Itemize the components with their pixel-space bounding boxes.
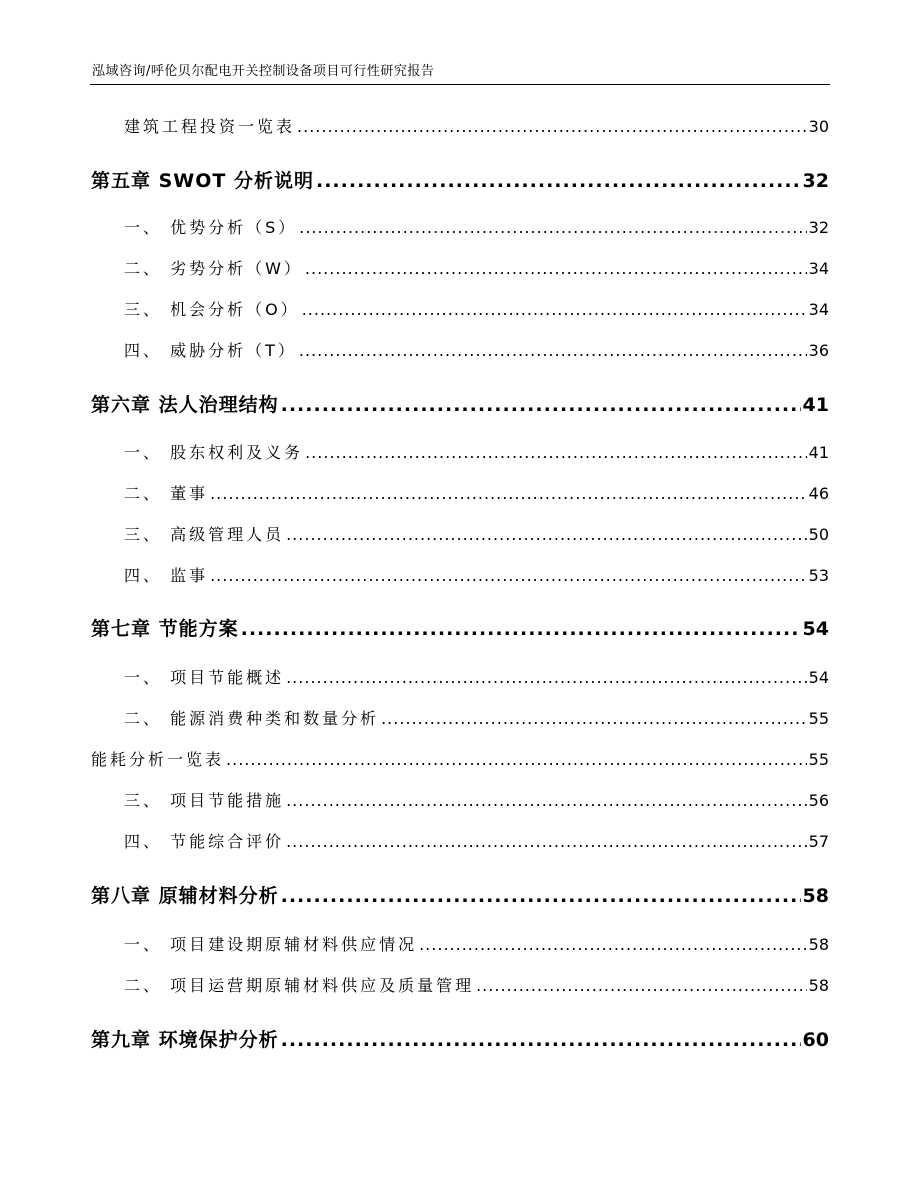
toc-page-number: 34 [808,259,829,278]
toc-section-entry[interactable] [91,522,829,545]
toc-entry-label: 第七章 节能方案 [91,618,239,640]
toc-entry-label: 四、 监事 [124,566,209,585]
toc-leader-dots [305,259,807,278]
toc-entry-label: 一、 项目节能概述 [124,668,285,687]
toc-leader-dots [381,709,807,728]
toc-chapter-entry[interactable] [91,390,829,417]
toc-page-number: 56 [808,791,829,810]
toc-page-number: 32 [808,218,829,237]
toc-page-number: 41 [808,443,829,462]
toc-page-number: 30 [808,117,829,136]
toc-entry-label: 一、 股东权利及义务 [124,443,304,462]
toc-section-entry[interactable] [91,747,829,770]
toc-leader-dots [281,1029,801,1051]
toc-page-number: 55 [808,750,829,769]
toc-section-entry[interactable] [91,215,829,238]
page-header-title: 泓域咨询/呼伦贝尔配电开关控制设备项目可行性研究报告 [92,64,435,79]
toc-leader-dots [281,885,801,907]
toc-section-entry[interactable] [91,665,829,688]
toc-page-number: 58 [802,885,829,907]
toc-leader-dots [299,341,807,360]
toc-chapter-entry[interactable] [91,1025,829,1052]
toc-leader-dots [286,791,807,810]
toc-entry-label: 一、 项目建设期原辅材料供应情况 [124,935,418,954]
toc-section-entry[interactable] [91,297,829,320]
toc-chapter-entry[interactable] [91,614,829,641]
toc-entry-label: 二、 能源消费种类和数量分析 [124,709,380,728]
toc-section-entry[interactable] [91,481,829,504]
toc-leader-dots [299,218,806,237]
toc-section-entry[interactable] [91,338,829,361]
toc-leader-dots [286,668,807,687]
toc-page-number: 54 [802,618,829,640]
toc-entry-label: 四、 节能综合评价 [124,832,285,851]
toc-section-entry[interactable] [91,829,829,852]
toc-leader-dots [210,566,807,585]
toc-leader-dots [476,976,807,995]
toc-entry-label: 第九章 环境保护分析 [91,1029,279,1051]
toc-page-number: 32 [802,170,829,192]
toc-entry-label: 一、 优势分析（S） [124,218,298,237]
toc-page-number: 53 [808,566,829,585]
toc-entry-label: 第八章 原辅材料分析 [91,885,279,907]
toc-page-number: 50 [808,525,829,544]
toc-leader-dots [286,832,807,851]
toc-page-number: 58 [808,976,829,995]
toc-section-entry[interactable] [91,256,829,279]
toc-entry-label: 能耗分析一览表 [91,750,225,769]
toc-section-entry[interactable] [91,973,829,996]
toc-entry-label: 二、 项目运营期原辅材料供应及质量管理 [124,976,475,995]
toc-leader-dots [226,750,807,769]
toc-page-number: 36 [808,341,829,360]
toc-entry-label: 二、 董事 [124,484,209,503]
toc-section-entry[interactable] [91,932,829,955]
toc-entry-label: 第六章 法人治理结构 [91,394,279,416]
toc-entry-label: 三、 项目节能措施 [124,791,285,810]
toc-page-number: 57 [808,832,829,851]
toc-entry-label: 四、 威胁分析（T） [124,341,297,360]
toc-page-number: 55 [808,709,829,728]
toc-page-number: 60 [802,1029,829,1051]
toc-leader-dots [241,618,801,640]
toc-page-number: 58 [808,935,829,954]
toc-chapter-entry[interactable] [91,881,829,908]
header-divider [90,84,830,85]
toc-leader-dots [302,300,807,319]
toc-leader-dots [210,484,807,503]
toc-leader-dots [297,117,807,136]
toc-chapter-entry[interactable] [91,166,829,193]
toc-section-entry[interactable] [91,706,829,729]
toc-section-entry[interactable] [91,440,829,463]
toc-page-number: 46 [808,484,829,503]
toc-leader-dots [316,170,801,192]
toc-page-number: 34 [808,300,829,319]
toc-section-entry[interactable] [91,114,829,137]
toc-page-number: 54 [808,668,829,687]
toc-entry-label: 建筑工程投资一览表 [124,117,296,136]
toc-entry-label: 二、 劣势分析（W） [124,259,303,278]
toc-section-entry[interactable] [91,563,829,586]
toc-page-number: 41 [802,394,829,416]
toc-leader-dots [305,443,807,462]
toc-leader-dots [286,525,807,544]
toc-entry-label: 第五章 SWOT 分析说明 [91,170,314,192]
toc-leader-dots [281,394,801,416]
toc-leader-dots [419,935,807,954]
toc-entry-label: 三、 高级管理人员 [124,525,285,544]
toc-entry-label: 三、 机会分析（O） [124,300,300,319]
toc-section-entry[interactable] [91,788,829,811]
